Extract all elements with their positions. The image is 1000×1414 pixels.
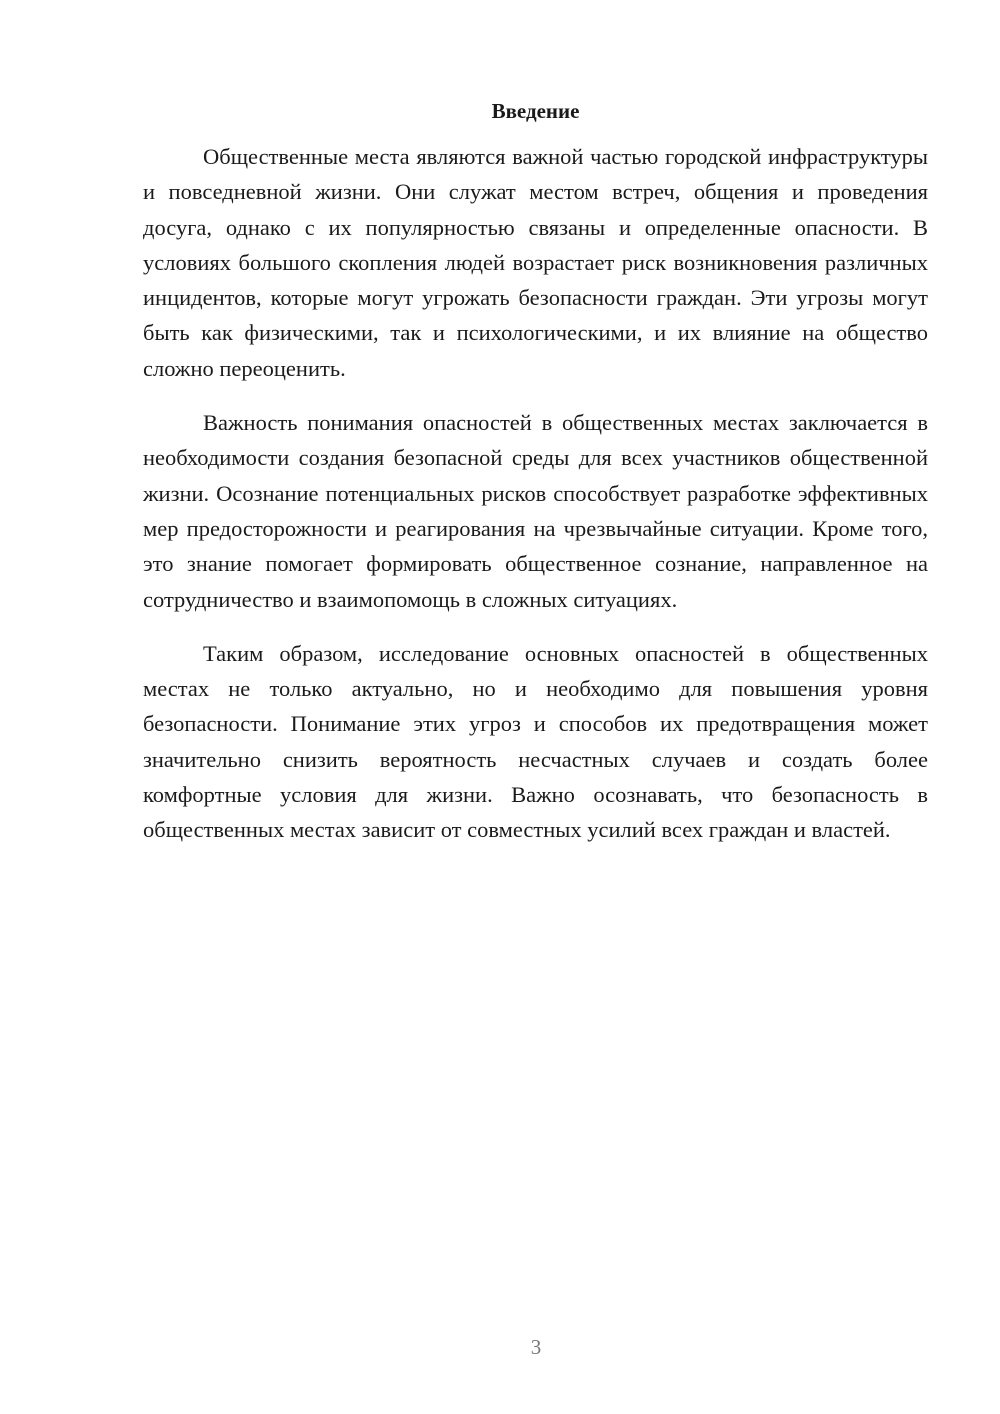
page-content — [143, 96, 928, 867]
section-title: Введение — [491, 99, 580, 123]
paragraph-1: Общественные места являются важной частью городской инфраструктуры и повседневной жизни. Они служат местом встреч, общения и проведения досуга, однако с их популярностью связаны и определенные опасности. В условиях большого скопления людей возрастает риск возникновения различных инцидентов, которые могут угрожать безопасности граждан. Эти угрозы могут быть как физическими, так и психологическими, и их влияние на общество сложно переоценить. — [143, 144, 928, 381]
paragraph-2: Важность понимания опасностей в общественных местах заключается в необходимости создания безопасной среды для всех участников общественной жизни. Осознание потенциальных рисков способствует разработке эффективных мер предосторожности и реагирования на чрезвычайные ситуации. Кроме того, это знание помогает формировать общественное сознание, направленное на сотрудничество и взаимопомощь в сложных ситуациях. — [143, 410, 928, 612]
paragraph-3: Таким образом, исследование основных опасностей в общественных местах не только актуально, но и необходимо для повышения уровня безопасности. Понимание этих угроз и способов их предотвращения может значительно снизить вероятность несчастных случаев и создать более комфортные условия для жизни. Важно осознавать, что безопасность в общественных местах зависит от совместных усилий всех граждан и властей. — [143, 640, 928, 843]
page-number: 3 — [530, 1335, 542, 1359]
